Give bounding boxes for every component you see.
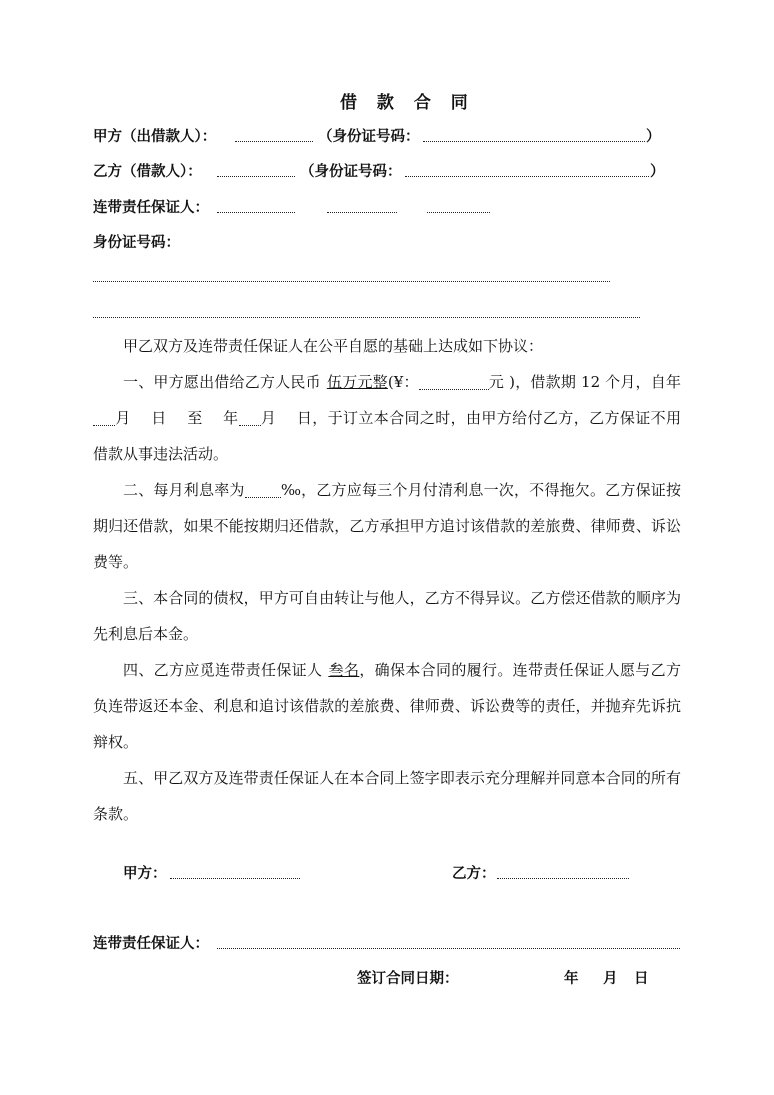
party-a-name-field[interactable] bbox=[235, 141, 313, 142]
amount-number-field[interactable] bbox=[419, 374, 489, 390]
loan-amount: 伍万元整 bbox=[326, 373, 388, 391]
sign-guarantor-label: 连带责任保证人： bbox=[93, 936, 209, 952]
clause-4-text-a: 四、乙方应觅连带责任保证人 bbox=[123, 661, 323, 679]
clause-1 bbox=[93, 364, 681, 472]
clause-3 bbox=[93, 580, 681, 652]
sign-date-month: 月 bbox=[603, 971, 618, 987]
sign-date-label: 签订合同日期： bbox=[357, 971, 459, 987]
sign-party-a-label: 甲方： bbox=[123, 866, 167, 882]
clause-2-text-a: 二、每月利息率为 bbox=[123, 481, 245, 499]
guarantor-label: 连带责任保证人： bbox=[93, 200, 209, 216]
id-number-field-1[interactable] bbox=[93, 281, 610, 282]
clause-5 bbox=[93, 760, 681, 832]
clause-2-text-b: ‰，乙方应每三个月付清利息一次，不得拖欠。乙方保证按期归还借款，如果不能按期归还借款，乙方承担甲方追讨该借款的差旅费、律师费、诉讼费等。 bbox=[93, 481, 681, 571]
party-b-label: 乙方（借款人）： bbox=[93, 164, 202, 180]
sign-party-b-label: 乙方： bbox=[452, 866, 496, 882]
sign-date-day: 日 bbox=[634, 971, 649, 987]
interest-rate-field[interactable] bbox=[245, 482, 281, 498]
clause-1-text-a: 一、甲方愿出借给乙方人民币 bbox=[123, 373, 321, 391]
sign-party-b-field[interactable] bbox=[497, 878, 629, 879]
intro-text: 甲乙双方及连带责任保证人在公平自愿的基础上达成如下协议： bbox=[123, 337, 544, 355]
clause-4-text-b: ，确保本合同的履行。连带责任保证人愿与乙方负连带返还本金、利息和追讨该借款的差旅费、律师费、诉讼费等的责任，并抛弃先诉抗辩权。 bbox=[93, 661, 681, 751]
party-a-id-label: （身份证号码： bbox=[318, 129, 420, 145]
start-month-field[interactable] bbox=[93, 410, 115, 426]
party-a-id-field[interactable] bbox=[423, 141, 645, 142]
clause-2 bbox=[93, 472, 681, 580]
id-number-label: 身份证号码： bbox=[93, 235, 180, 251]
sign-date-year: 年 bbox=[564, 971, 579, 987]
clause-4 bbox=[93, 652, 681, 760]
clause-3-text: 三、本合同的债权，甲方可自由转让与他人，乙方不得异议。乙方偿还借款的顺序为先利息后本金。 bbox=[93, 589, 681, 643]
clause-1-text-c: 元 )，借款期 12 个月，自年 bbox=[488, 373, 681, 391]
party-b-id-label: （身份证号码： bbox=[300, 164, 402, 180]
party-b-id-field[interactable] bbox=[405, 176, 649, 177]
clause-1-text-e: 月 日，于订立本合同之时，由甲方给付乙方，乙方保证不用借款从事违法活动。 bbox=[93, 409, 681, 463]
party-b-name-field[interactable] bbox=[217, 176, 295, 177]
party-a-label: 甲方（出借款人）： bbox=[93, 129, 217, 145]
clause-5-text: 五、甲乙双方及连带责任保证人在本合同上签字即表示充分理解并同意本合同的所有条款。 bbox=[93, 769, 681, 823]
party-a-id-close: ） bbox=[646, 129, 661, 145]
document-title: 借 款 合 同 bbox=[340, 93, 475, 113]
guarantor-1-field[interactable] bbox=[217, 212, 295, 213]
end-month-field[interactable] bbox=[239, 410, 261, 426]
guarantor-2-field[interactable] bbox=[327, 212, 397, 213]
intro-paragraph bbox=[93, 328, 681, 364]
guarantor-count: 叁名 bbox=[328, 661, 360, 679]
guarantor-3-field[interactable] bbox=[427, 212, 490, 213]
clause-1-text-b: (¥： bbox=[387, 373, 419, 391]
sign-guarantor-field[interactable] bbox=[217, 948, 680, 949]
party-b-id-close: ） bbox=[650, 164, 665, 180]
clause-1-text-d: 月 日 至 年 bbox=[115, 409, 239, 427]
sign-party-a-field[interactable] bbox=[170, 878, 300, 879]
id-number-field-2[interactable] bbox=[93, 317, 640, 318]
